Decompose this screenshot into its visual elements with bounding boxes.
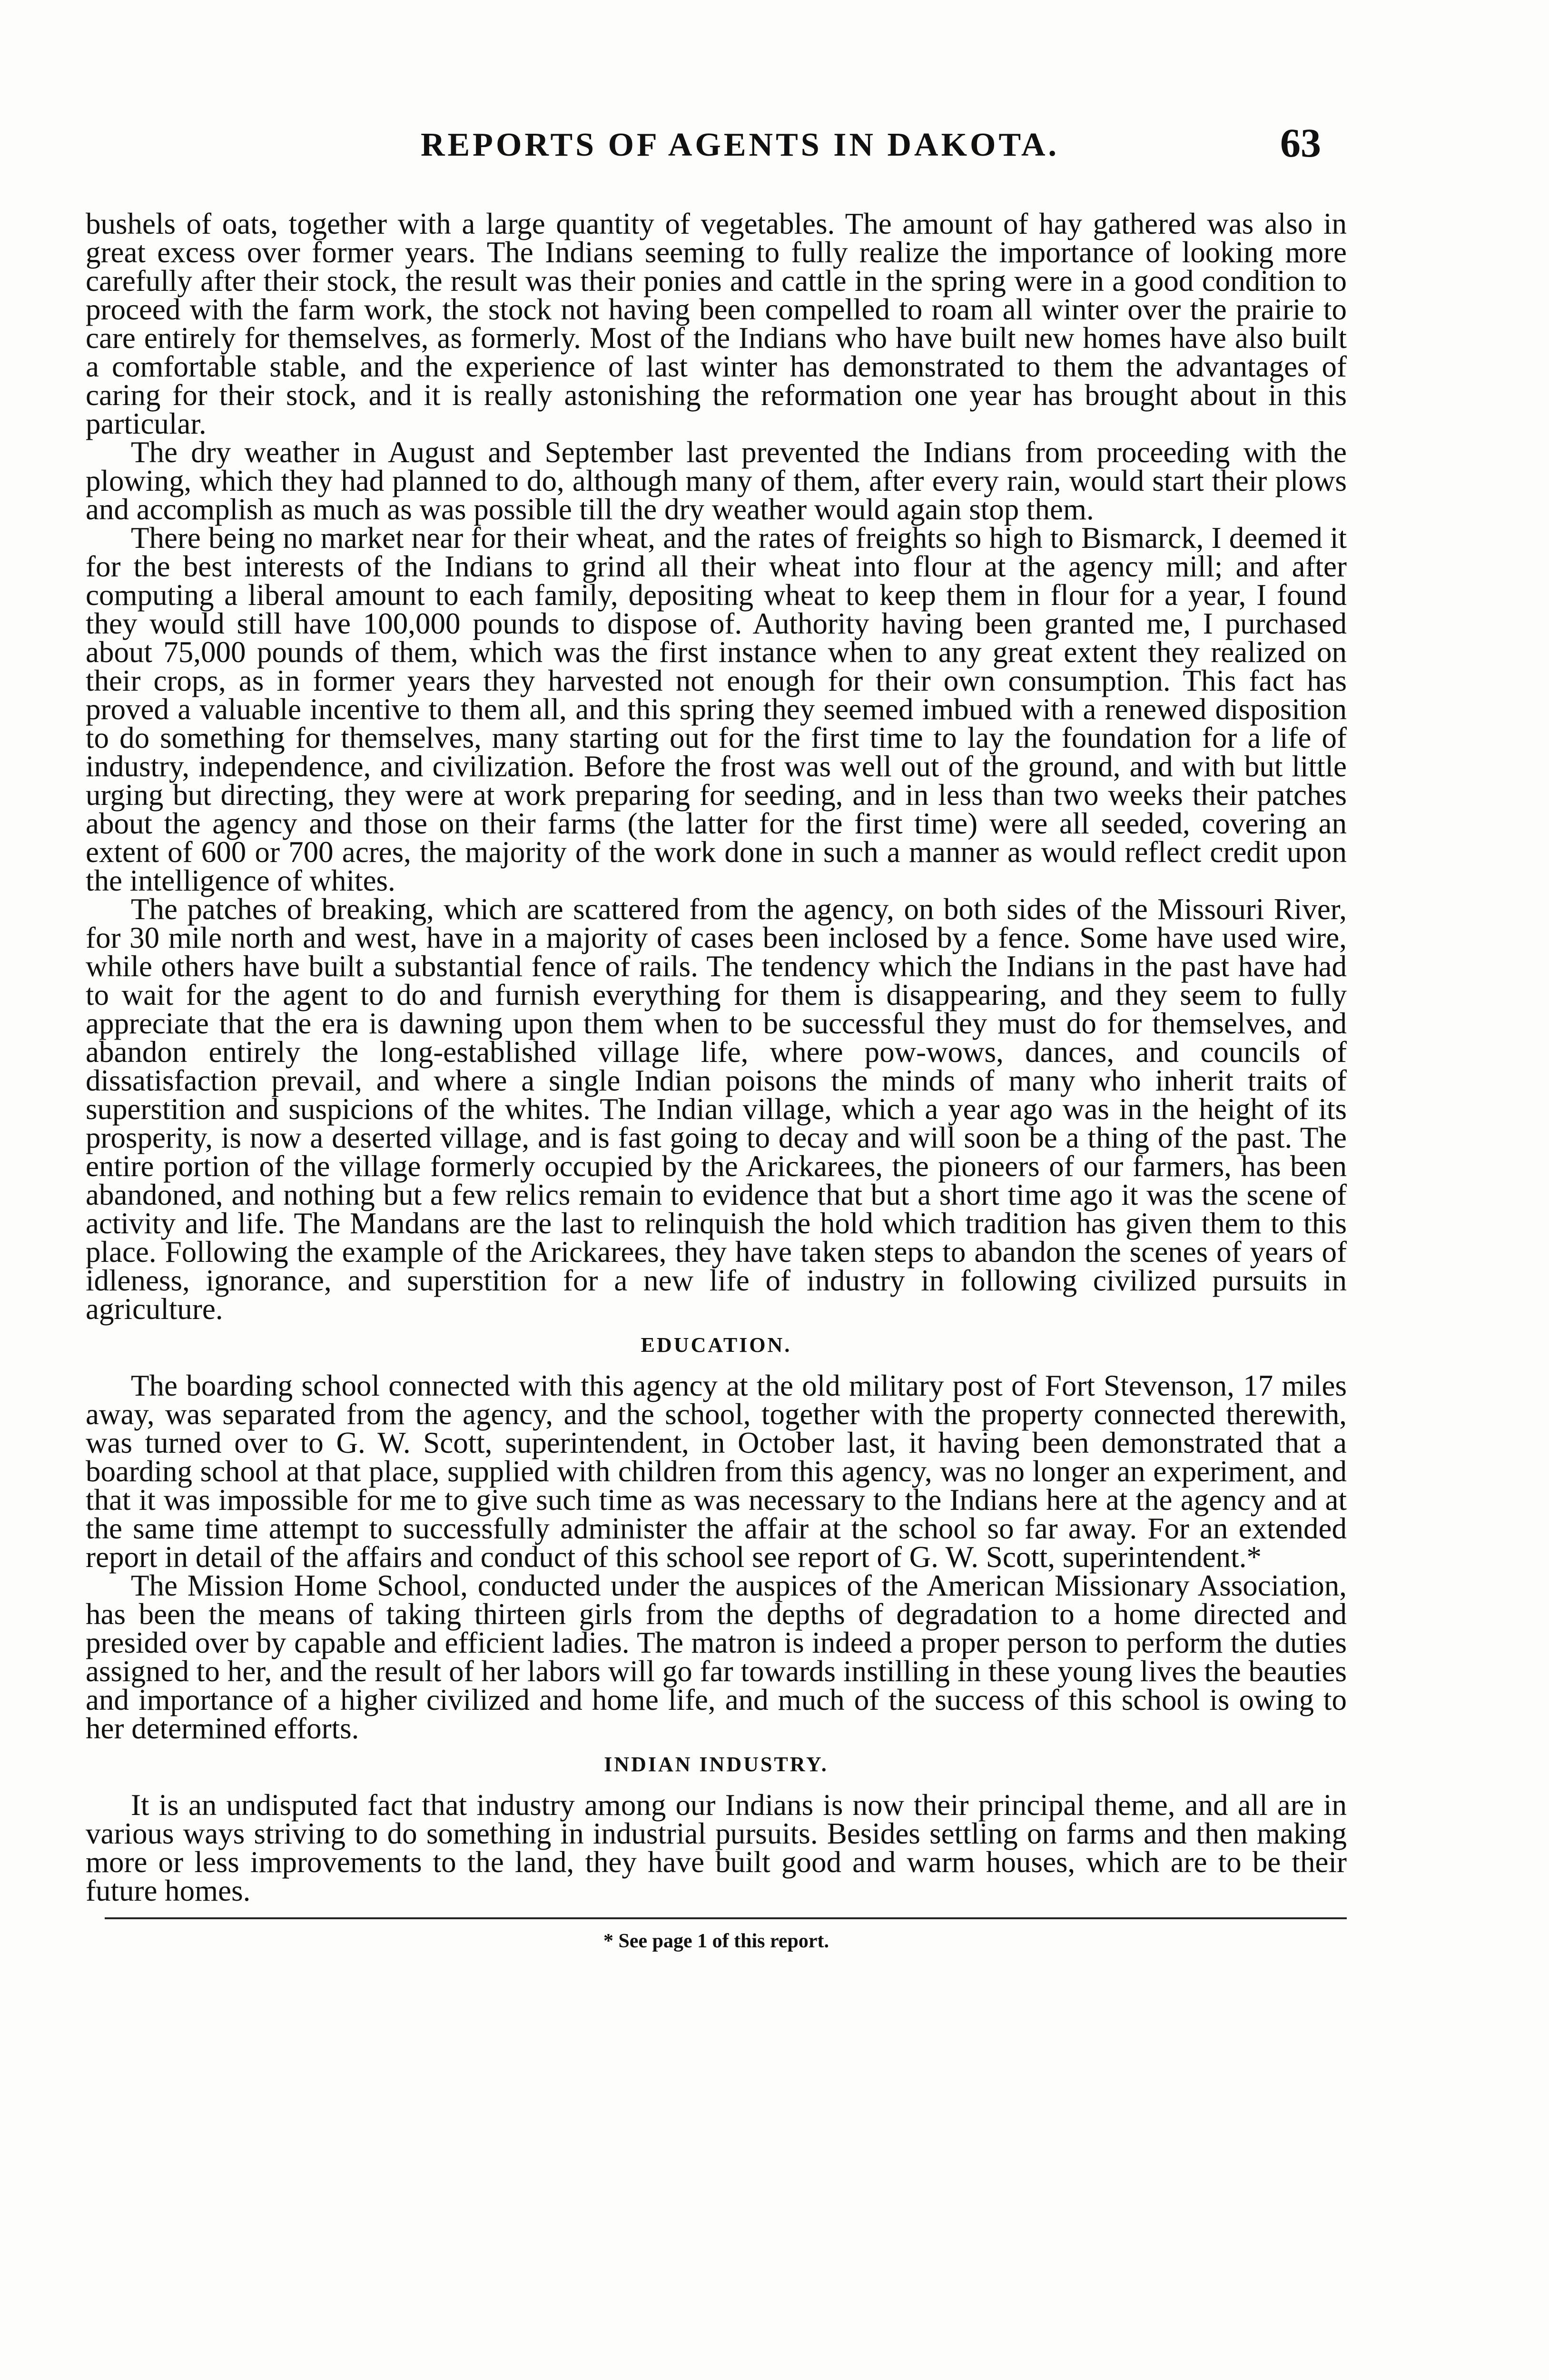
education-heading: EDUCATION. [641,1333,792,1357]
running-head: REPORTS OF AGENTS IN DAKOTA. [420,127,1060,163]
paragraph-boarding-school: The boarding school connected with this agency at the old military post of Fort Stevenson, 17 miles away, was separated from the agency, and the school, together with the property connected therewith, was turned over to G. W. Scott, superintendent, in October last, it having been demonstrated that a boarding school at that place, supplied with children from this agency, was no longer an experiment, and that it was impossible for me to give such time as was necessary to the Indians here at the agency and at the same time attempt to successfully administer the affair at the school so far away. For an extended report in detail of the affairs and conduct of this school see report of G. W. Scott, superintendent.* [86,1369,1347,1574]
paragraph-wheat-market: There being no market near for their wheat, and the rates of freights so high to Bismarck, I deemed it for the best interests of the Indians to grind all their wheat into flour at the agency mill; and after computing a liberal amount to each family, depositing wheat to keep them in flour for a year, I found they would still have 100,000 pounds to dispose of. Authority having been granted me, I purchased about 75,000 pounds of them, which was the first instance when to any great extent they realized on their crops, as in former years they harvested not enough for their own consumption. This fact has proved a valuable incentive to them all, and this spring they seemed imbued with a renewed disposition to do something for themselves, many starting out for the first time to lay the foundation for a life of industry, independence, and civilization. Before the frost was well out of the ground, and with but little urging but directing, they were at work preparing for seeding, and in less than two weeks their patches about the agency and those on their farms (the latter for the first time) were all seeded, covering an extent of 600 or 700 acres, the majority of the work done in such a manner as would reflect credit upon the intelligence of whites. [86,521,1347,897]
paragraph-oats-and-hay: bushels of oats, together with a large quantity of vegetables. The amount of hay gathered was also in great excess over former years. The Indians seeming to fully realize the importance of looking more carefully after their stock, the result was their ponies and cattle in the spring were in a good condition to proceed with the farm work, the stock not having been compelled to roam all winter over the prairie to care entirely for themselves, as formerly. Most of the Indians who have built new homes have also built a comfortable stable, and the experience of last winter has demonstrated to them the advantages of caring for their stock, and it is really astonishing the reformation one year has brought about in this particular. [86,207,1347,440]
paragraph-mission-home-school: The Mission Home School, conducted under the auspices of the American Missionary Association, has been the means of taking thirteen girls from the depths of degradation to a home directed and presided over by capable and efficient ladies. The matron is indeed a proper person to perform the duties assigned to her, and the result of her labors will go far towards instilling in these young lives the beauties and importance of a higher civilized and home life, and much of the success of this school is owing to her determined efforts. [86,1569,1347,1745]
indian-industry-heading: INDIAN INDUSTRY. [604,1753,829,1776]
footnote: * See page 1 of this report. [603,1930,829,1952]
paragraph-indian-industry: It is an undisputed fact that industry among our Indians is now their principal theme, and all are in various ways striving to do something in industrial pursuits. Besides settling on farms and then making more or less improvements to the land, they have built good and warm houses, which are to be their future homes. [86,1788,1347,1907]
paragraph-breaking-patches: The patches of breaking, which are scattered from the agency, on both sides of the Missouri River, for 30 mile north and west, have in a majority of cases been inclosed by a fence. Some have used wire, while others have built a substantial fence of rails. The tendency which the Indians in the past have had to wait for the agent to do and furnish everything for them is disappearing, and they seem to fully appreciate that the era is dawning upon them when to be successful they must do for themselves, and abandon entirely the long-established village life, where pow-wows, dances, and councils of dissatisfaction prevail, and where a single Indian poisons the minds of many who inherit traits of superstition and suspicions of the whites. The Indian village, which a year ago was in the height of its prosperity, is now a deserted village, and is fast going to decay and will soon be a thing of the past. The entire portion of the village formerly occupied by the Arickarees, the pioneers of our farmers, has been abandoned, and nothing but a few relics remain to evidence that but a short time ago it was the scene of activity and life. The Mandans are the last to relinquish the hold which tradition has given them to this place. Following the example of the Arickarees, they have taken steps to abandon the scenes of years of idleness, ignorance, and superstition for a new life of industry in following civilized pursuits in agriculture. [86,892,1347,1326]
page-body [86,209,1347,1953]
paragraph-dry-weather: The dry weather in August and September last prevented the Indians from proceeding with the plowing, which they had planned to do, although many of them, after every rain, would start their plows and accomplish as much as was possible till the dry weather would again stop them. [86,436,1347,526]
page-number: 63 [1280,120,1321,166]
footnote-rule [105,1917,1347,1919]
